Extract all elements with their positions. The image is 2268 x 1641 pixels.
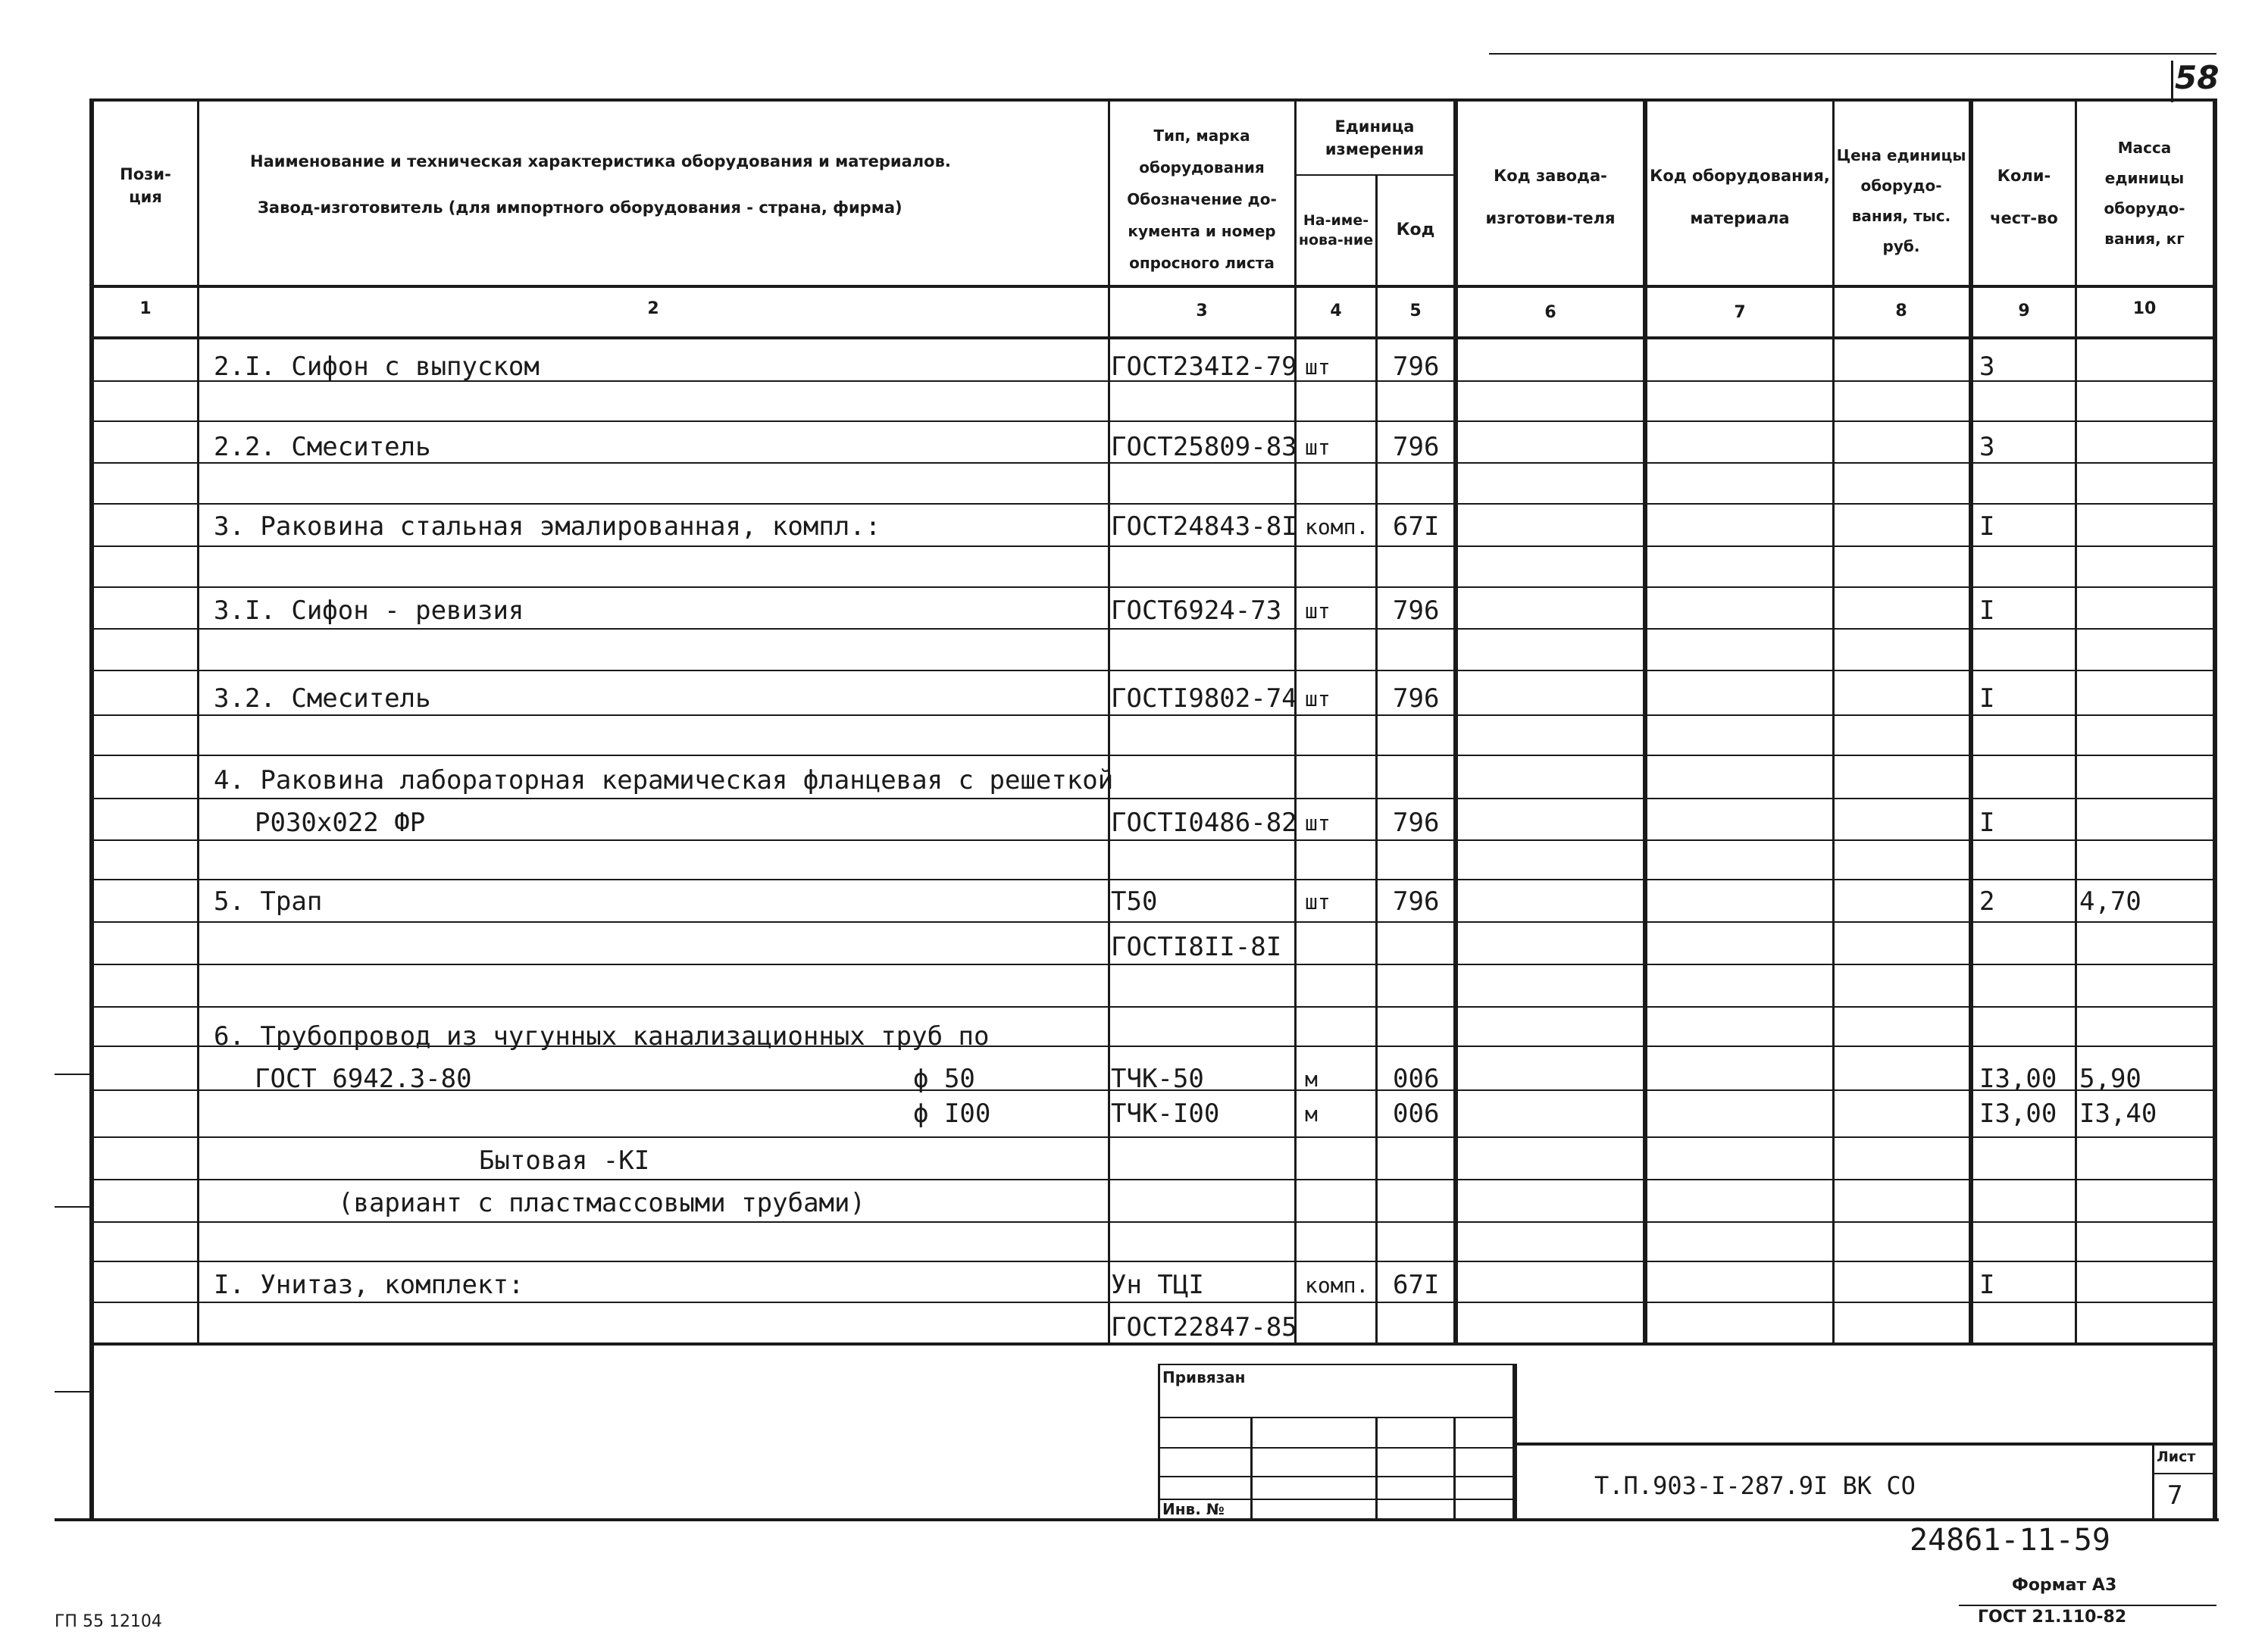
item-unit-code: 796 <box>1393 352 1440 382</box>
item-unit-code: 796 <box>1393 432 1440 462</box>
table-body-bottom <box>89 1342 2217 1346</box>
row-line <box>89 628 2217 630</box>
item-unit: шт <box>1305 811 1331 836</box>
colnum-3: 3 <box>1196 302 1208 320</box>
item-unit-code: 67I <box>1393 1270 1440 1300</box>
row-line <box>89 879 2217 880</box>
colnum-5: 5 <box>1409 302 1422 320</box>
corner-page-number: 58 <box>2175 59 2220 96</box>
border-top <box>89 98 2217 102</box>
item-doc: ГОСТ25809-83 <box>1111 432 1297 462</box>
stamp-vline <box>2152 1443 2154 1520</box>
item-qty: I <box>1979 808 1995 838</box>
item-doc: ГОСТI8II-8I <box>1111 932 1282 962</box>
top-right-tick <box>2171 61 2173 102</box>
item-name: 6. Трубопровод из чугунных канализационных труб по <box>214 1021 990 1052</box>
colnum-2: 2 <box>647 299 659 318</box>
gost-label: ГОСТ 21.110-82 <box>1978 1608 2127 1627</box>
item-qty: 3 <box>1979 352 1995 382</box>
row-line <box>89 839 2217 841</box>
item-name: 3.2. Смеситель <box>214 683 431 714</box>
item-name: ГОСТ 6942.3-80 <box>255 1064 472 1094</box>
header-bottom-line <box>89 285 2217 288</box>
stamp-line <box>1158 1364 1514 1365</box>
row-line <box>89 1261 2217 1262</box>
item-name: Р030х022 ФР <box>255 808 426 838</box>
row-line <box>89 964 2217 965</box>
header-name-line1: Наименование и техническая характеристика оборудования и материалов. <box>250 152 951 170</box>
header-unit-group: Единица измерения <box>1325 117 1425 158</box>
item-doc: Ун ТЦI <box>1111 1270 1204 1300</box>
row-line <box>89 921 2217 923</box>
colnum-6: 6 <box>1544 303 1556 322</box>
colnum-9: 9 <box>2018 302 2030 320</box>
item-doc: ГОСТI9802-74 <box>1111 683 1297 714</box>
item-mass: I3,40 <box>2079 1099 2157 1129</box>
header-mass: Масса единицы оборудо-вания, кг <box>2104 139 2185 248</box>
row-line <box>89 798 2217 799</box>
row-line <box>89 714 2217 716</box>
stamp-line <box>1514 1443 2216 1446</box>
row-line <box>89 1136 2217 1138</box>
item-doc: ГОСТ6924-73 <box>1111 595 1282 626</box>
header-position: Пози- ция <box>120 165 171 206</box>
sheet-bottom-line <box>55 1518 2219 1521</box>
stamp-vline <box>1158 1364 1160 1520</box>
stamp-tied-label: Привязан <box>1162 1368 1246 1386</box>
item-unit: комп. <box>1305 514 1369 539</box>
top-trim-line <box>1489 53 2216 55</box>
item-qty: I3,00 <box>1979 1099 2057 1129</box>
item-doc: ГОСТI0486-82 <box>1111 808 1297 838</box>
stamp-vline <box>1375 1417 1378 1520</box>
item-name: 3. Раковина стальная эмалированная, компл.: <box>214 511 881 542</box>
item-unit: м <box>1305 1067 1318 1092</box>
colnum-bottom-line <box>89 336 2217 339</box>
item-unit-code: 006 <box>1393 1064 1440 1094</box>
header-material-code: Код оборудования, материала <box>1650 167 1830 227</box>
row-line <box>89 586 2217 588</box>
sheet-label: Лист <box>2157 1449 2196 1465</box>
document-designation: Т.П.903-I-287.9I ВК СО <box>1594 1471 1916 1500</box>
stamp-vline <box>1453 1417 1456 1520</box>
item-doc: ГОСТ234I2-79 <box>1111 352 1297 382</box>
border-right <box>2213 98 2217 1520</box>
item-mass: 4,70 <box>2079 886 2141 917</box>
item-diameter: ϕ I00 <box>913 1099 991 1129</box>
item-unit: м <box>1305 1102 1318 1127</box>
item-qty: I <box>1979 595 1995 626</box>
item-name: 3.I. Сифон - ревизия <box>214 595 524 626</box>
item-name: I. Унитаз, комплект: <box>214 1270 524 1300</box>
item-name: 5. Трап <box>214 886 323 917</box>
archive-number: 24861-11-59 <box>1910 1523 2110 1558</box>
format-label: Формат А3 <box>2012 1576 2117 1595</box>
item-unit: шт <box>1305 435 1331 460</box>
bottom-left-code: ГП 55 12104 <box>55 1612 162 1631</box>
header-name-line2: Завод-изготовитель (для импортного оборудования - страна, фирма) <box>258 198 903 217</box>
header-plant-code: Код завода-изготови-теля <box>1485 167 1616 227</box>
header-unit-name: На-име-нова-ние <box>1298 212 1374 248</box>
row-line <box>89 1006 2217 1008</box>
margin-mark <box>55 1074 91 1075</box>
item-qty: I <box>1979 1270 1995 1300</box>
stamp-line <box>2152 1473 2216 1474</box>
row-line <box>89 1221 2217 1223</box>
item-doc: Т50 <box>1111 886 1158 917</box>
stamp-vline <box>1250 1417 1253 1520</box>
item-name: 2.2. Смеситель <box>214 432 431 462</box>
row-line <box>89 420 2217 422</box>
item-qty: I <box>1979 511 1995 542</box>
row-line <box>89 1179 2217 1180</box>
item-doc: ТЧК-50 <box>1111 1064 1204 1094</box>
row-line <box>89 670 2217 671</box>
item-name: 4. Раковина лабораторная керамическая фланцевая с решеткой <box>214 765 1114 795</box>
stamp-vline <box>1513 1364 1517 1520</box>
item-name: 2.I. Сифон с выпуском <box>214 352 540 382</box>
row-line <box>89 1302 2217 1303</box>
header-type-doc: Тип, марка оборудования Обозначение до-кумента и номер опросного листа <box>1127 126 1277 272</box>
item-unit: шт <box>1305 355 1331 380</box>
item-unit-code: 796 <box>1393 683 1440 714</box>
item-doc: ГОСТ22847-85 <box>1111 1312 1297 1342</box>
item-qty: 3 <box>1979 432 1995 462</box>
colnum-8: 8 <box>1895 302 1907 320</box>
margin-mark <box>55 1391 91 1393</box>
item-unit: комп. <box>1305 1273 1369 1298</box>
item-doc: ТЧК-I00 <box>1111 1099 1220 1129</box>
section-title: Бытовая -КI <box>479 1146 650 1176</box>
item-unit: шт <box>1305 599 1331 624</box>
section-subtitle: (вариант с пластмассовыми трубами) <box>338 1188 865 1218</box>
item-unit: шт <box>1305 686 1331 711</box>
unit-subheader-line <box>1294 174 1455 176</box>
item-unit-code: 006 <box>1393 1099 1440 1129</box>
stamp-inv-label: Инв. № <box>1162 1500 1225 1518</box>
row-line <box>89 545 2217 547</box>
row-line <box>89 503 2217 505</box>
item-unit-code: 796 <box>1393 595 1440 626</box>
colnum-4: 4 <box>1330 302 1342 320</box>
item-qty: 2 <box>1979 886 1995 917</box>
header-price: Цена единицы оборудо-вания, тыс. руб. <box>1836 146 1966 255</box>
stamp-line <box>1158 1447 1514 1449</box>
colnum-7: 7 <box>1734 303 1746 322</box>
stamp-line <box>1158 1417 1514 1418</box>
bottom-trim-line <box>1959 1605 2216 1606</box>
item-unit-code: 67I <box>1393 511 1440 542</box>
item-unit: шт <box>1305 889 1331 914</box>
colnum-1: 1 <box>139 299 152 318</box>
margin-mark <box>55 1206 91 1208</box>
colnum-10: 10 <box>2132 299 2157 318</box>
item-qty: I <box>1979 683 1995 714</box>
item-diameter: ϕ 50 <box>913 1064 975 1094</box>
item-unit-code: 796 <box>1393 808 1440 838</box>
item-qty: I3,00 <box>1979 1064 2057 1094</box>
item-unit-code: 796 <box>1393 886 1440 917</box>
item-mass: 5,90 <box>2079 1064 2141 1094</box>
header-unit-code: Код <box>1396 220 1435 239</box>
stamp-line <box>1158 1476 1514 1477</box>
header-quantity: Коли-чест-во <box>1990 167 2058 227</box>
item-doc: ГОСТ24843-8I <box>1111 511 1297 542</box>
sheet-number: 7 <box>2167 1480 2183 1511</box>
row-line <box>89 462 2217 464</box>
col-sep-4 <box>1375 174 1378 1345</box>
row-line <box>89 755 2217 756</box>
